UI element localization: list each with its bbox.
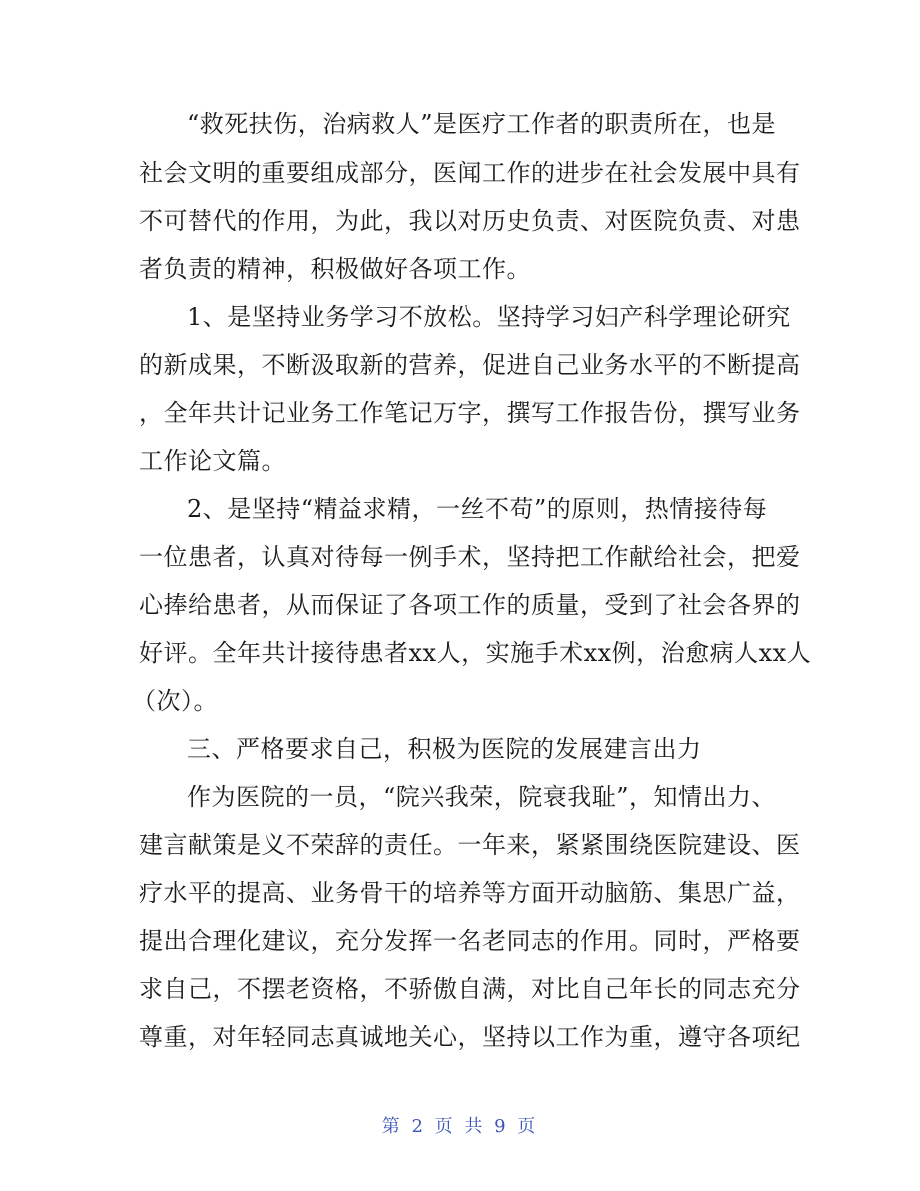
- section-heading: 三、严格要求自己，积极为医院的发展建言出力: [187, 735, 702, 763]
- paragraph-3-line-2: 一位患者，认真对待每一例手术，坚持把工作献给社会，把爱: [139, 543, 801, 571]
- paragraph-1-line-3: 不可替代的作用，为此，我以对历史负责、对医院负责、对患: [139, 207, 801, 235]
- paragraph-5-line-6: 尊重，对年轻同志真诚地关心，坚持以工作为重，遵守各项纪: [139, 1023, 801, 1051]
- paragraph-5-line-2: 建言献策是义不荣辞的责任。一年来，紧紧围绕医院建设、医: [139, 831, 801, 859]
- paragraph-3-line-1: 2、是坚持“精益求精，一丝不苟”的原则，热情接待每: [187, 495, 768, 523]
- paragraph-5-line-4: 提出合理化建议，充分发挥一名老同志的作用。同时，严格要: [139, 927, 801, 955]
- paragraph-5-line-3: 疗水平的提高、业务骨干的培养等方面开动脑筋、集思广益，: [139, 879, 801, 907]
- paragraph-5-line-5: 求自己，不摆老资格，不骄傲自满，对比自己年长的同志充分: [139, 975, 801, 1003]
- paragraph-2-line-3: ，全年共计记业务工作笔记万字，撰写工作报告份，撰写业务: [139, 399, 801, 427]
- paragraph-5-line-1: 作为医院的一员，“院兴我荣，院衰我耻”，知情出力、: [187, 783, 777, 811]
- paragraph-1-line-4: 者负责的精神，积极做好各项工作。: [139, 255, 531, 283]
- paragraph-2-line-2: 的新成果，不断汲取新的营养，促进自己业务水平的不断提高: [139, 351, 801, 379]
- paragraph-1-line-2: 社会文明的重要组成部分，医闻工作的进步在社会发展中具有: [139, 159, 801, 187]
- paragraph-3-line-4: 好评。全年共计接待患者xx人，实施手术xx例，治愈病人xx人: [139, 639, 812, 667]
- paragraph-1-line-1: “救死扶伤，治病救人”是医疗工作者的职责所在，也是: [187, 110, 777, 138]
- paragraph-2-line-1: 1、是坚持业务学习不放松。坚持学习妇产科学理论研究: [187, 303, 791, 331]
- paragraph-2-line-4: 工作论文篇。: [139, 447, 286, 475]
- page-number-footer: 第 2 页 共 9 页: [381, 1116, 539, 1137]
- paragraph-3-line-5: （次）。: [132, 687, 218, 715]
- paragraph-3-line-3: 心捧给患者，从而保证了各项工作的质量，受到了社会各界的: [139, 591, 801, 619]
